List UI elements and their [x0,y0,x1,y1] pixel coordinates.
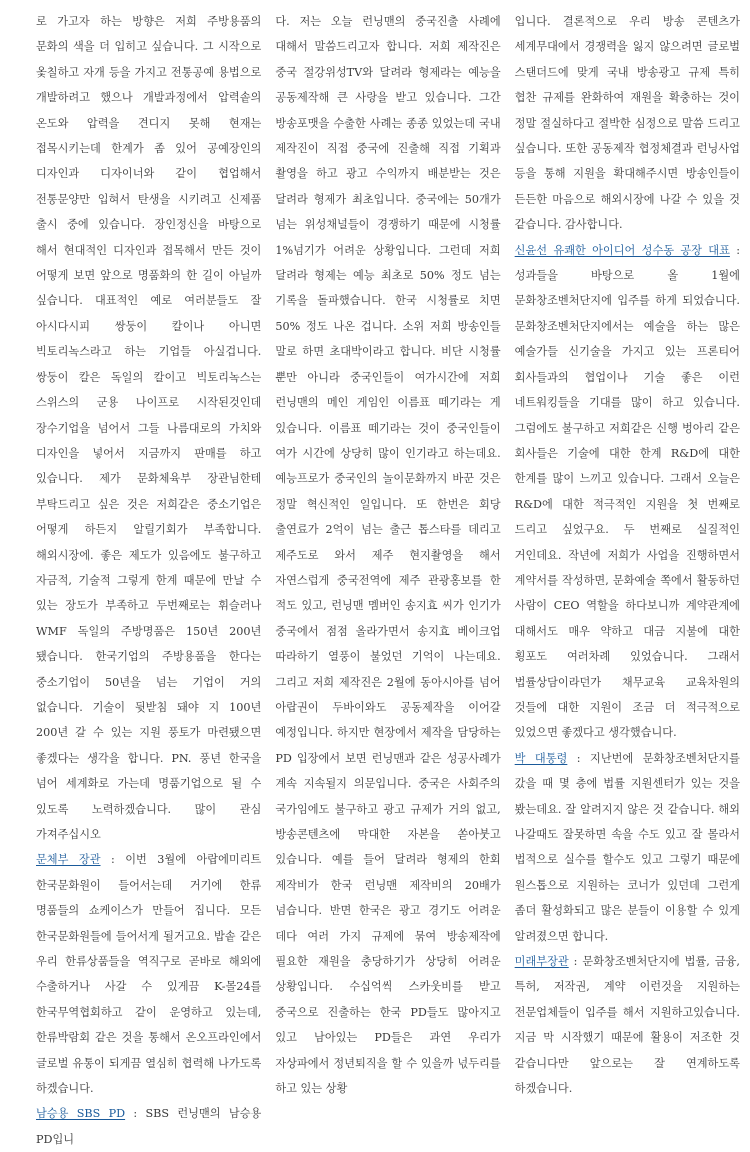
paragraph-body: 다. 저는 오늘 런닝맨의 중국진출 사례에 대해서 말씀드리고자 합니다. 저희 제작진은 중국 절강위성TV와 달려라 형제라는 예능을 공동제작해 큰 사랑을 받고 있습니다. 그간 방송포맷을 수출한 사례는 종종 있었는데 국내 제작진이 직접 중국에 진출해 직접 기획과 촬영을 하고 광고 수익까지 배분받는 것은 달려라 형제가 최초입니다. 중국에는 50개가 넘는 위성채널들이 경쟁하기 때문에 시청률 1%넘기가 어려운 상황입니다. 그런데 저희 달려라 형제는 예능 최초로 50% 정도 넘는 기록을 돌파했습니다. 한국 시청률로 치면 50% 정도 나온 겁니다. 소위 저희 방송인들 말로 하면 초대박이라고 합니다. 비단 시청률 뿐만 아니라 중국인들이 여가시간에 저희 런닝맨의 메인 게임인 이름표 떼기라는 게 있습니다. 이름표 떼기라는 것이 중국인들이 여가 시간에 상당히 많이 인기라고 하는데요. 예능프로가 중국인의 놀이문화까지 바꾼 것은 정말 혁신적인 일입니다. 또 한번은 회당 출연료가 2억이 넘는 출근 톱스타를 데리고 제주도로 와서 제주 현지촬영을 해서 자연스럽게 중국전역에 제주 관광홍보를 한 적도 있고, 런닝맨 멤버인 송지효 씨가 인기가 중국에서 점점 올라가면서 송지효 베이크업 따라하기 열풍이 불었던 기억이 나는데요. 그리고 저희 제작진은 2월에 동아시아를 넘어 아랍권이 두바이와도 공동제작을 이어갈 예정입니다. 하지만 현장에서 제작을 담당하는 PD 입장에서 보면 런닝맨과 같은 성공사례가 계속 지속될지 의문입니다. 중국은 사회주의 국가임에도 불구하고 광고 규제가 거의 없고, 방송콘텐츠에 막대한 자본을 쏟아붓고 있습니다. 예를 들어 달려라 형제의 한회 제작비가 한국 런닝맨 제작비의 20배가 넘습니다. 반면 한국은 광고 경기도 어려운 데다 여러 가지 규제에 묶여 방송제작에 필요한 재원을 충당하기가 상당히 어려운 상황입니다. 수십억씩 스카웃비를 받고 중국으로 진출하는 한국 PD들도 많아지고 있고 남아있는 PD들은 과연 우리가 자상파에서 정년퇴직을 할 수 있을까 넋두리를 하고 있는 상황 [275,15,501,1096]
speaker-paragraph [36,847,261,1101]
speaker-remarks: : 지난번에 문화창조벤처단지를 갔을 때 몇 층에 법률 지원센터가 있는 것을 봤는데요. 잘 알려지지 않은 것 같습니다. 해외 나갈때도 잘못하면 속을 수도 있고 잘 몰라서 법적으로 실수를 할수도 있고 그렇기 때문에 원스톱으로 지원하는 코너가 있던데 그런게 좀더 활성화되고 많은 분들이 이용할 수 있게 알려졌으면 합니다. [514,751,740,943]
paragraph-body: 입니다. 결론적으로 우리 방송 콘텐츠가 세계무대에서 경쟁력을 잃지 않으려면 글로벌 스탠더드에 맞게 국내 방송광고 규제 특히 협찬 규제를 완화하여 재원을 확충하는 것이 정말 절실하다고 절박한 심정으로 말씀 드리고 싶습니다. 또한 공동제작 협정체결과 런닝사업 등을 통해 지원을 확대해주시면 방송인들이 든든한 마음으로 해외시장에 나갈 수 있을 것 같습니다. 감사합니다. [514,15,740,232]
article-column-3 [514,9,740,1096]
paragraph [275,9,500,1101]
paragraph-body: 로 가고자 하는 방향은 저희 주방용품의 문화의 색을 더 입히고 싶습니다. 그 시작으로 옻칠하고 자개 등을 가지고 전통공예 용법으로 개발하려고 했으나 개발과정에서 압력솥의 온도와 압력을 견디지 못해 현재는 접목시키는데 한계가 좀 있어 공예장인의 디자인과 디자이너와 같이 협업해서 전통문양만 입혀서 탄생을 시키려고 신제품 출시 중에 있습니다. 장인정신을 바탕으로 해서 현대적인 디자인과 접목해서 만든 것이 어떻게 보면 앞으로 명품화의 한 길이 아닐까 싶습니다. 대표적인 예로 여러분들도 잘 아시다시피 쌍둥이 칼이나 아니면 빅토리녹스라고 하는 기업들 아실겁니다. 쌍둥이 칼은 독일의 칼이고 빅토리녹스는 스위스의 군용 나이프로 시작된것인데 장수기업을 넘어서 그들 나름대로의 가치와 디자인을 넣어서 지금까지 판매를 하고 있습니다. 제가 문화체육부 장관님한테 부탁드리고 싶은 것은 저희같은 중소기업은 어떻게 하든지 알릴기회가 부족합니다. 해외시장에. 좋은 제도가 있음에도 불구하고 자금적, 기술적 그렇게 한계 때문에 만날 수 있는 장도가 부족하고 두번째로는 휘슬러나 WMF 독일의 주방명품은 150년 200년 됐습니다. 한국기업의 주방용품을 한다는 중소기업이 50년을 넘는 기업이 거의 없습니다. 기술이 뒷받침 돼야 지 100년 200년 갈 수 있는 지원 풍토가 마련됐으면 좋겠다는 생각을 합니다. PN. 풍년 한국을 넘어 세계화로 가는데 명품기업으로 될 수 있도록 노력하겠습니다. 많이 관심 가져주십시오 [36,15,262,841]
speaker-paragraph [515,238,740,746]
speaker-paragraph [515,746,740,949]
speaker-link[interactable]: 신윤선 유쾌한 아이디어 성수동 공장 대표 [514,243,730,257]
speaker-remarks: : SBS 런닝맨의 남승용 PD입니 [36,1107,262,1146]
speaker-remarks: : 성과들을 바탕으로 올 1월에 문화창조벤처단지에 입주를 하게 되었습니다. 문화창조벤처단지에서는 예술을 하는 많은 예술가들 신기술을 가지고 있는 프론티어 회사들과의 협업이나 기술 좋은 이런 네트워킹들을 기대를 많이 하고 있습니다. 그럼에도 불구하고 저희같은 신행 벙아리 같은 회사들은 기술에 대한 한계 R&D에 대한 한계를 많이 느끼고 있습니다. 그래서 오늘은 R&D에 대한 적극적인 지원을 첫 번째로 드리고 싶었구요. 두 번째로 실질적인 거인데요. 작년에 저희가 사업을 진행하면서 계약서를 작성하면, 문화예술 쪽에서 활동하던 사람이 CEO 역할을 하다보니까 계약관계에 대해서도 매우 약하고 대금 지불에 대한 횡포도 여러차례 있었습니다. 그래서 법률상담이라던가 채무교육 교육차원의 것들에 대한 지원이 조금 더 적극적으로 있었으면 좋겠다고 생각했습니다. [514,243,740,740]
article-column-1 [36,9,262,1146]
paragraph [36,9,261,847]
speaker-link[interactable]: 남승용 SBS PD [36,1107,126,1121]
speaker-remarks: : 이번 3월에 아랍에미리트 한국문화원이 들어서는데 거기에 한류 명품들의 쇼케이스가 만들어 집니다. 모든 한국문화원들에 들어서게 될거고요. 밥솥 같은 우리 한류상품들을 역직구로 곧바로 해외에 수출하거나 사갈 수 있게끔 K-몰24를 한국무역협회하고 같이 운영하고 있는데, 한류박람회 같은 것을 통해서 온오프라인에서 글로벌 유통이 되게끔 열심히 협력해 나가도록 하겠습니다. [36,853,262,1096]
speaker-link[interactable]: 문체부 장관 [36,853,101,867]
speaker-link[interactable]: 박 대통령 [514,751,568,765]
speaker-remarks: : 문화창조벤처단지에 법률, 금융, 특허, 저작권, 계약 이런것을 지원하는 전문업체들이 입주를 해서 지원하고있습니다. 지금 막 시작했기 때문에 활용이 저조한 것 같습니다만 앞으로는 잘 연계하도록 하겠습니다. [514,955,740,1096]
speaker-paragraph [36,1101,261,1152]
speaker-paragraph [515,949,740,1101]
speaker-link[interactable]: 미래부장관 [514,955,569,969]
article-column-2 [275,9,501,1096]
paragraph [515,9,740,238]
